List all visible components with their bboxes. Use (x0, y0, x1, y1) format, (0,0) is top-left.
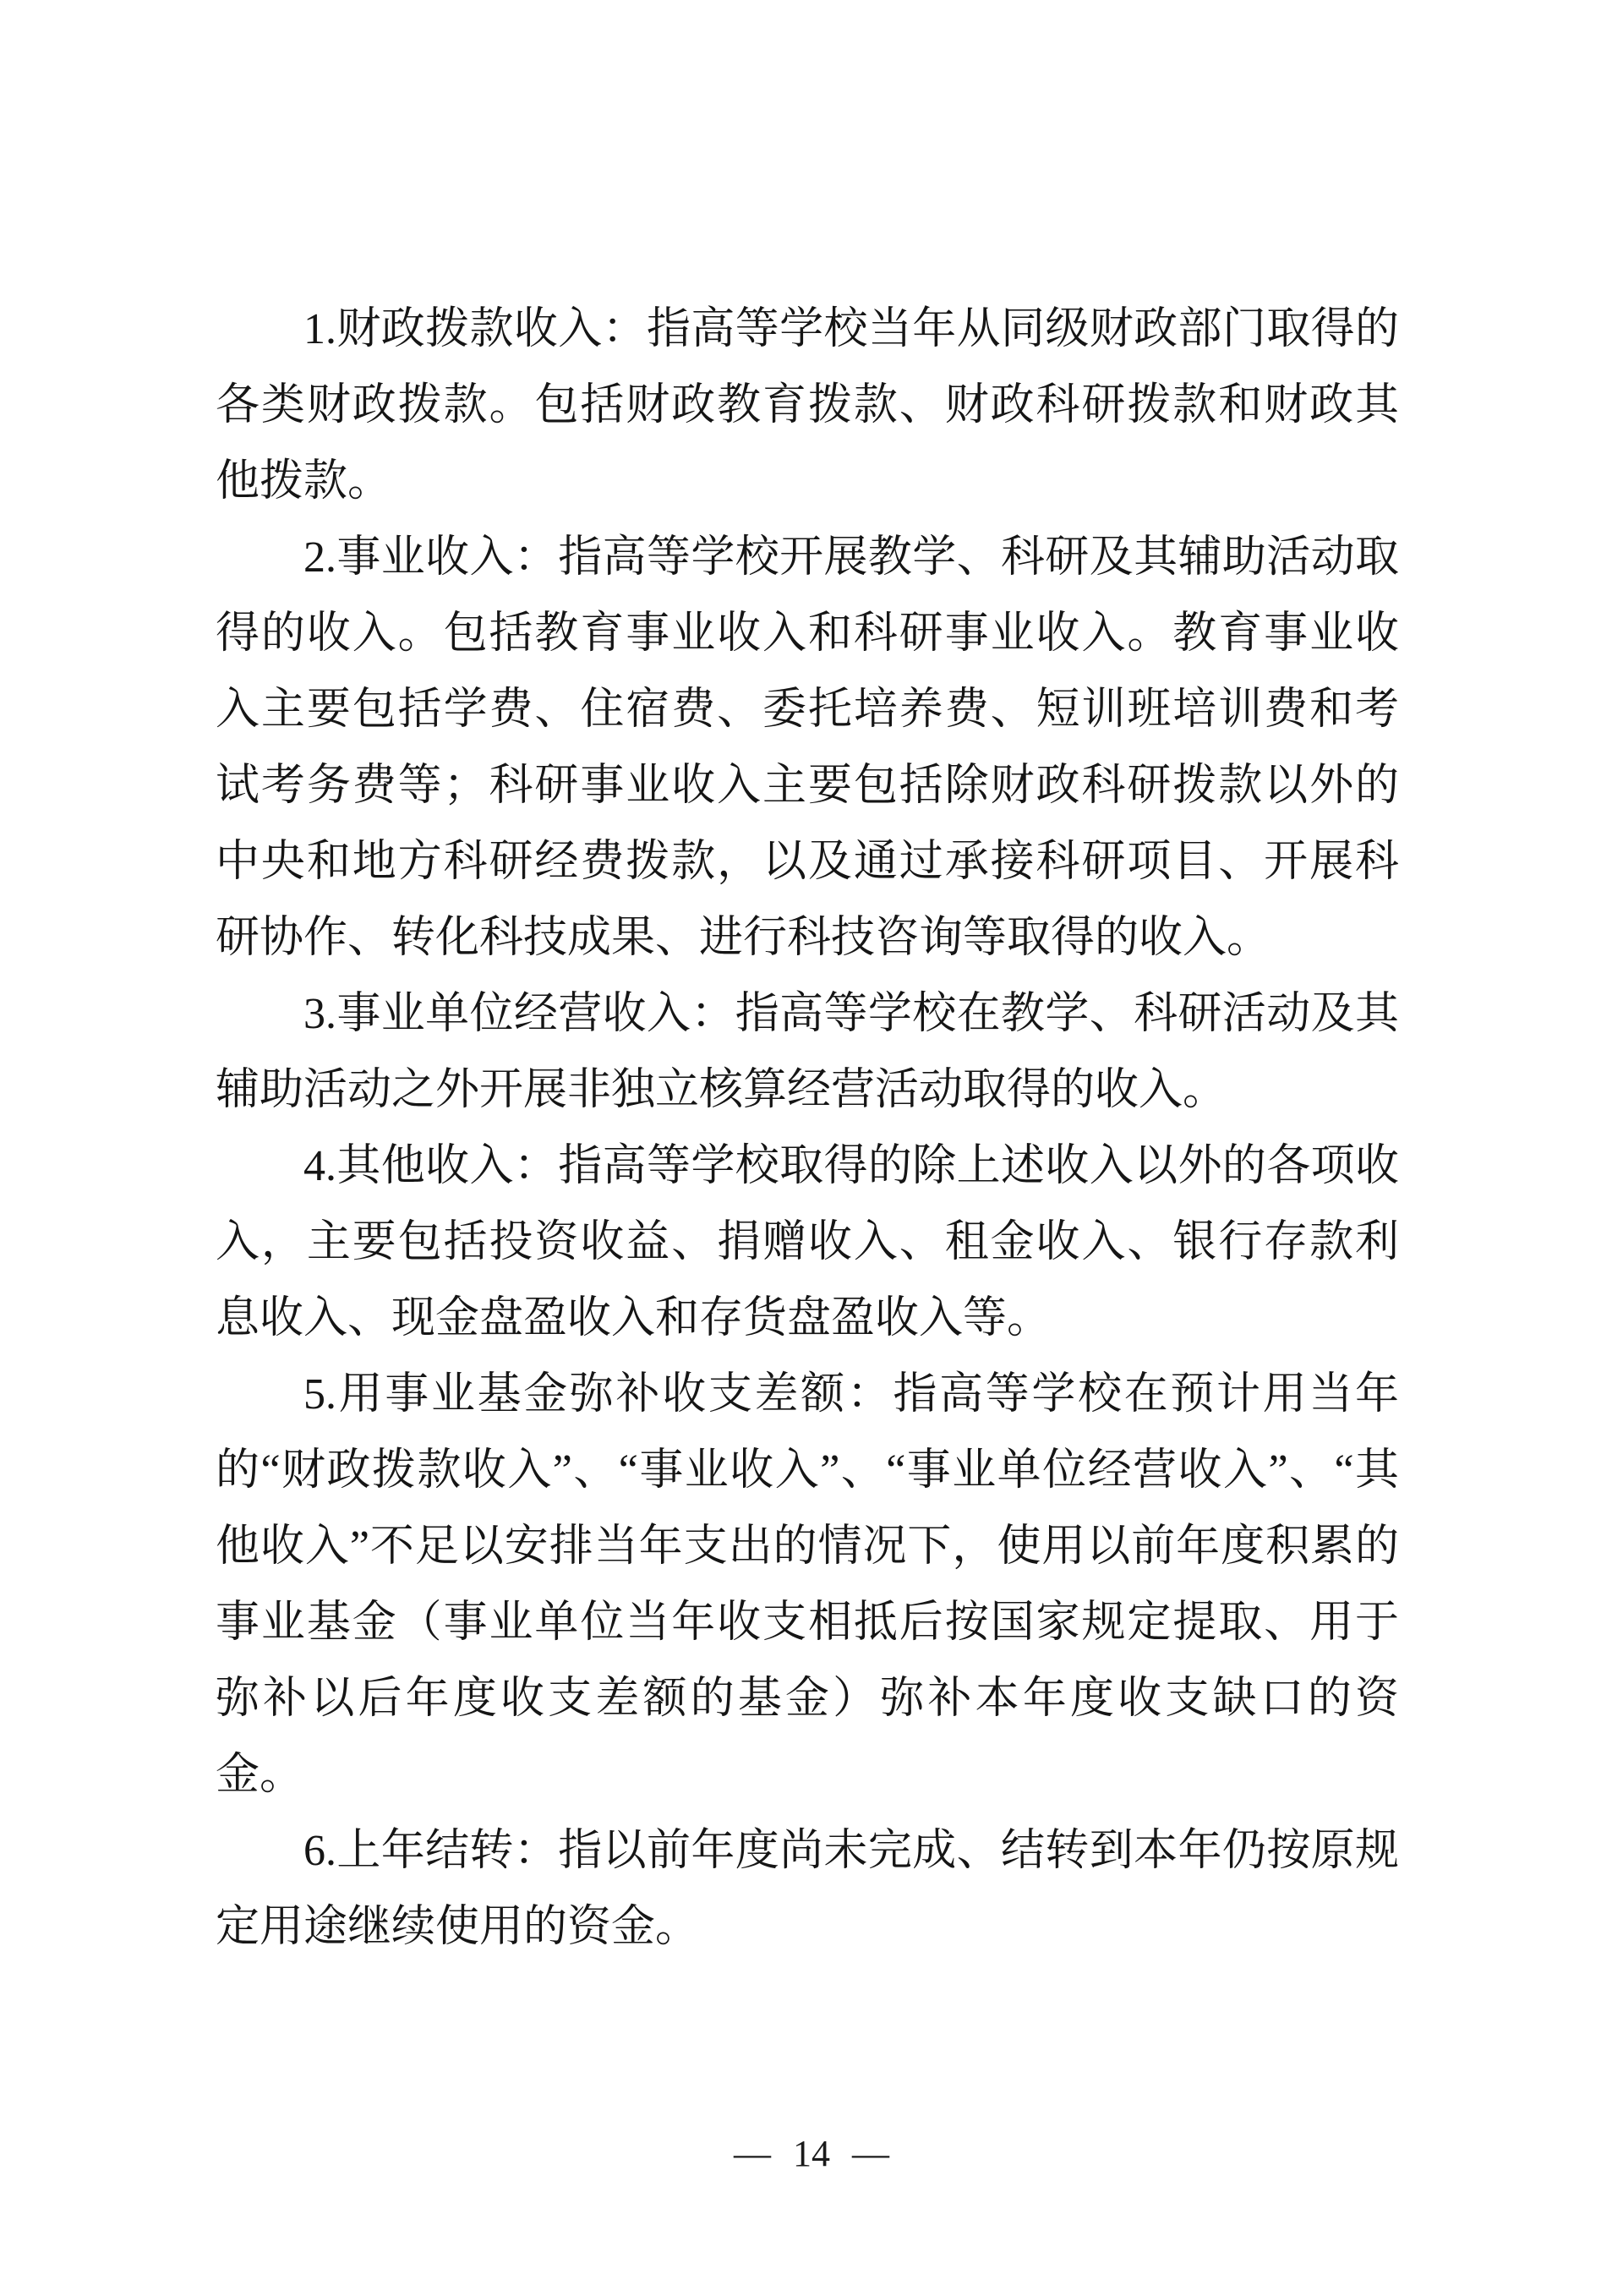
paragraph-other-income: 4.其他收入：指高等学校取得的除上述收入以外的各项收入，主要包括投资收益、捐赠收入、租金收入、银行存款利息收入、现金盘盈收入和存货盘盈收入等。 (216, 1142, 1399, 1342)
paragraph-fund-deficit-coverage: 5.用事业基金弥补收支差额：指高等学校在预计用当年的“财政拨款收入”、“事业收入”、“事业单位经营收入”、“其他收入”不足以安排当年支出的情况下，使用以前年度积累的事业基金（事业单位当年收支相抵后按国家规定提取、用于弥补以后年度收支差额的基金）弥补本年度收支缺口的资金。 (216, 1370, 1399, 1799)
paragraph-business-unit-operating-income: 3.事业单位经营收入：指高等学校在教学、科研活动及其辅助活动之外开展非独立核算经营活动取得的收入。 (216, 990, 1399, 1114)
page-number: 14 (793, 2133, 830, 2174)
page-footer (0, 2129, 1623, 2179)
body-text (216, 292, 1399, 1965)
paragraph-carryover-from-previous-year: 6.上年结转：指以前年度尚未完成、结转到本年仍按原规定用途继续使用的资金。 (216, 1827, 1399, 1951)
footer-left-dash: — (734, 2133, 771, 2174)
paragraph-operating-income: 2.事业收入：指高等学校开展教学、科研及其辅助活动取得的收入。包括教育事业收入和科研事业收入。教育事业收入主要包括学费、住宿费、委托培养费、短训班培训费和考试考务费等；科研事业收入主要包括除财政科研拨款以外的中央和地方科研经费拨款，以及通过承接科研项目、开展科研协作、转化科技成果、进行科技咨询等取得的收入。 (216, 533, 1399, 962)
footer-right-dash: — (852, 2133, 889, 2174)
paragraph-fiscal-appropriation-income: 1.财政拨款收入：指高等学校当年从同级财政部门取得的各类财政拨款。包括财政教育拨款、财政科研拨款和财政其他拨款。 (216, 305, 1399, 506)
